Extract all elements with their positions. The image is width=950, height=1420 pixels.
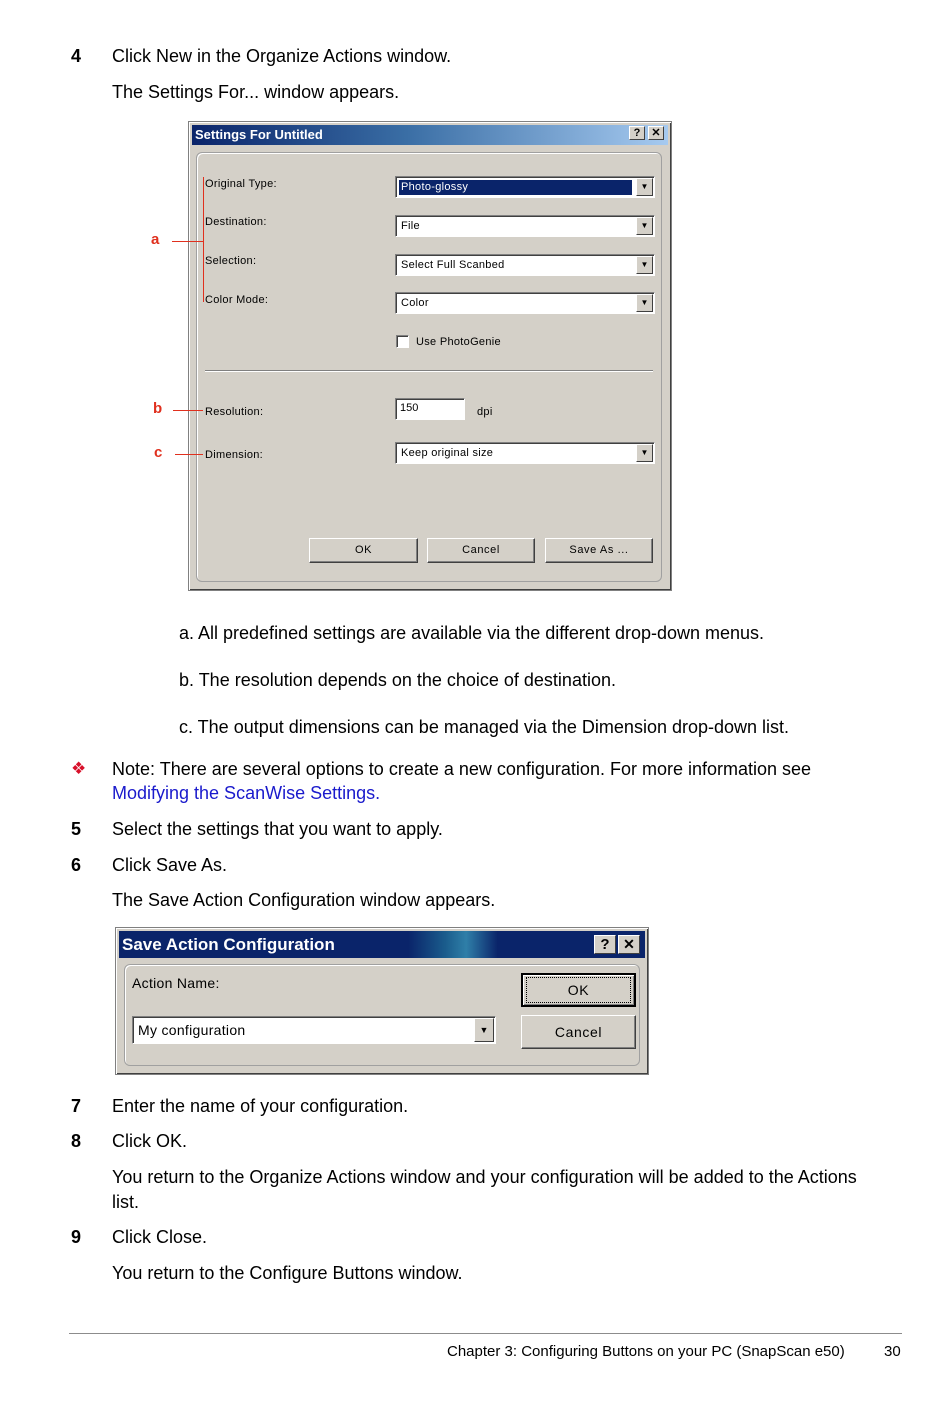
save-action-dialog: [115, 927, 649, 1075]
step-text: Click Save As.: [112, 855, 228, 875]
resolution-input[interactable]: 150: [395, 398, 465, 420]
ok-button[interactable]: [521, 973, 636, 1007]
destination-value: File: [401, 220, 420, 232]
dropdown-arrow-icon[interactable]: ▼: [636, 294, 653, 312]
step-number: 9: [71, 1227, 82, 1247]
callout-line-a: [172, 241, 203, 242]
page-number: 30: [884, 1343, 901, 1360]
step-number: 4: [71, 46, 82, 66]
ok-button[interactable]: OK: [309, 538, 418, 563]
settings-dialog-titlebar: [192, 125, 668, 145]
dimension-label: Dimension:: [205, 449, 264, 461]
callout-label-a: a: [151, 231, 160, 248]
note-link[interactable]: Modifying the ScanWise Settings: [112, 783, 376, 803]
step-subtext: The Save Action Configuration window appears.: [112, 890, 496, 910]
cancel-button[interactable]: Cancel: [427, 538, 535, 563]
step-subtext: You return to the Organize Actions window and your configuration will be added to the Actions: [112, 1167, 857, 1187]
step-subtext: list.: [112, 1192, 139, 1212]
step-text: Click New in the Organize Actions window.: [112, 46, 452, 66]
destination-label: Destination:: [205, 216, 267, 228]
settings-dialog: [188, 121, 672, 591]
dropdown-arrow-icon[interactable]: ▼: [636, 256, 653, 274]
selection-label: Selection:: [205, 255, 257, 267]
cancel-button[interactable]: Cancel: [521, 1015, 636, 1049]
settings-dialog-title: Settings For Untitled: [195, 127, 323, 142]
step-text: Select the settings that you want to apply.: [112, 819, 443, 839]
color-mode-label: Color Mode:: [205, 294, 269, 306]
original-type-dropdown[interactable]: [395, 176, 655, 198]
callout-bracket-a: [203, 177, 204, 302]
color-mode-value: Color: [401, 297, 429, 309]
step-number: 8: [71, 1131, 82, 1151]
footer-rule: [69, 1333, 902, 1334]
note-text: Note: There are several options to create a new configuration. For more information see: [112, 759, 812, 779]
step-text: Enter the name of your configuration.: [112, 1096, 409, 1116]
dropdown-arrow-icon[interactable]: ▼: [474, 1018, 494, 1042]
save-dialog-title: Save Action Configuration: [122, 935, 335, 954]
callout-line-c: [175, 454, 203, 455]
dropdown-arrow-icon[interactable]: ▼: [636, 178, 653, 196]
help-button[interactable]: ?: [629, 126, 645, 140]
ok-button-label: OK: [526, 977, 631, 1003]
dimension-dropdown[interactable]: [395, 442, 655, 464]
selection-dropdown[interactable]: [395, 254, 655, 276]
step-number: 5: [71, 819, 82, 839]
step-number: 6: [71, 855, 82, 875]
save-as-button[interactable]: Save As ...: [545, 538, 653, 563]
note-link-period: .: [375, 783, 381, 803]
footer-chapter: Chapter 3: Configuring Buttons on your PC (SnapScan e50): [447, 1343, 845, 1360]
selection-value: Select Full Scanbed: [401, 259, 505, 271]
step-subtext: You return to the Configure Buttons window.: [112, 1263, 463, 1283]
action-name-combo[interactable]: [132, 1016, 496, 1044]
step-text: Click OK.: [112, 1131, 188, 1151]
original-type-label: Original Type:: [205, 178, 277, 190]
callout-label-b: b: [153, 400, 163, 417]
destination-dropdown[interactable]: [395, 215, 655, 237]
caption-b: b. The resolution depends on the choice of destination.: [179, 670, 616, 690]
dimension-value: Keep original size: [401, 447, 494, 459]
callout-label-c: c: [154, 444, 163, 461]
callout-line-b: [173, 410, 203, 411]
original-type-value: Photo-glossy: [399, 180, 632, 195]
step-text: Click Close.: [112, 1227, 208, 1247]
dropdown-arrow-icon[interactable]: ▼: [636, 217, 653, 235]
save-dialog-titlebar: [119, 931, 645, 958]
caption-c: c. The output dimensions can be managed via the Dimension drop-down list.: [179, 717, 790, 737]
use-photogenie-checkbox[interactable]: [396, 335, 409, 348]
step-number: 7: [71, 1096, 82, 1116]
divider: [205, 370, 653, 372]
note-bullet-icon: ❖: [71, 759, 87, 778]
resolution-unit: dpi: [477, 406, 493, 418]
dropdown-arrow-icon[interactable]: ▼: [636, 444, 653, 462]
step-subtext: The Settings For... window appears.: [112, 82, 400, 102]
caption-a: a. All predefined settings are available via the different drop-down menus.: [179, 623, 765, 643]
use-photogenie-label: Use PhotoGenie: [416, 336, 501, 348]
action-name-label: Action Name:: [132, 975, 220, 991]
close-button[interactable]: ✕: [648, 126, 664, 140]
action-name-value: My configuration: [138, 1022, 246, 1038]
help-button[interactable]: ?: [594, 935, 616, 954]
resolution-label: Resolution:: [205, 406, 264, 418]
color-mode-dropdown[interactable]: [395, 292, 655, 314]
close-button[interactable]: ✕: [618, 935, 640, 954]
